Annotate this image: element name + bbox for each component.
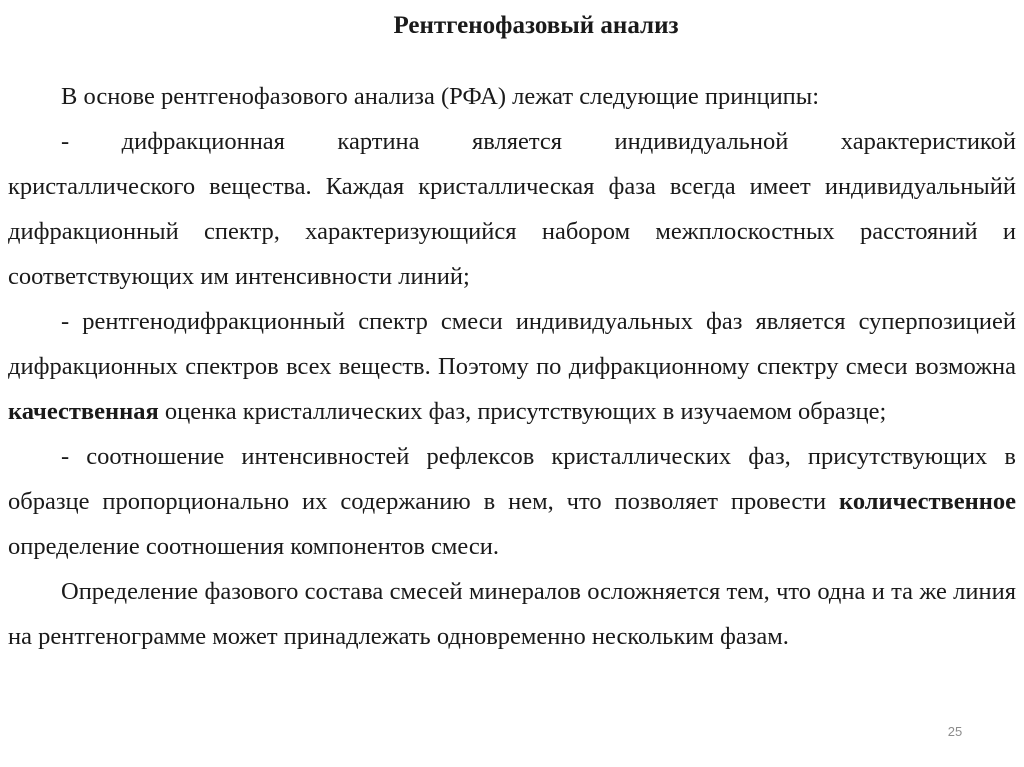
word: -: [61, 128, 70, 155]
principle-3-text-end: определение соотношения компонентов смеси.: [8, 533, 500, 560]
principle-1-rest: кристаллического вещества. Каждая кристаллическая фаза всегда имеет индивидуальныйй дифракционный спектр, характеризующийся набором межплоскостных расстояний и соответствующих им интенсивности линий;: [8, 173, 1016, 290]
word: индивидуальной: [614, 128, 789, 155]
slide-body: [8, 74, 1016, 659]
conclusion-paragraph: Определение фазового состава смесей минералов осложняется тем, что одна и та же линия на рентгенограмме может принадлежать одновременно нескольким фазам.: [8, 578, 1016, 650]
page-number: 25: [947, 724, 963, 739]
word: картина: [337, 128, 420, 155]
word: характеристикой: [840, 128, 1016, 155]
principle-3-emphasis: количественное: [839, 488, 1016, 515]
principle-3-paragraph: [8, 434, 1016, 569]
principle-3-text-start: - соотношение интенсивностей рефлексов кристаллических фаз, присутствующих в образце пропорционально их содержанию в нем, что позволяет провести: [8, 443, 1016, 515]
principle-1-first-line: [8, 119, 1016, 164]
principle-2-text-end: оценка кристаллических фаз, присутствующих в изучаемом образце;: [158, 398, 887, 425]
principle-2-text-start: - рентгенодифракционный спектр смеси индивидуальных фаз является суперпозицией дифракционных спектров всех веществ. Поэтому по дифракционному спектру смеси возможна: [8, 308, 1016, 380]
principle-2-paragraph: [8, 299, 1016, 434]
word: является: [472, 128, 563, 155]
principle-2-emphasis: качественная: [8, 398, 159, 425]
intro-paragraph: В основе рентгенофазового анализа (РФА) лежат следующие принципы:: [61, 83, 820, 110]
word: дифракционная: [121, 128, 285, 155]
slide-title: Рентгенофазовый анализ: [393, 12, 679, 39]
